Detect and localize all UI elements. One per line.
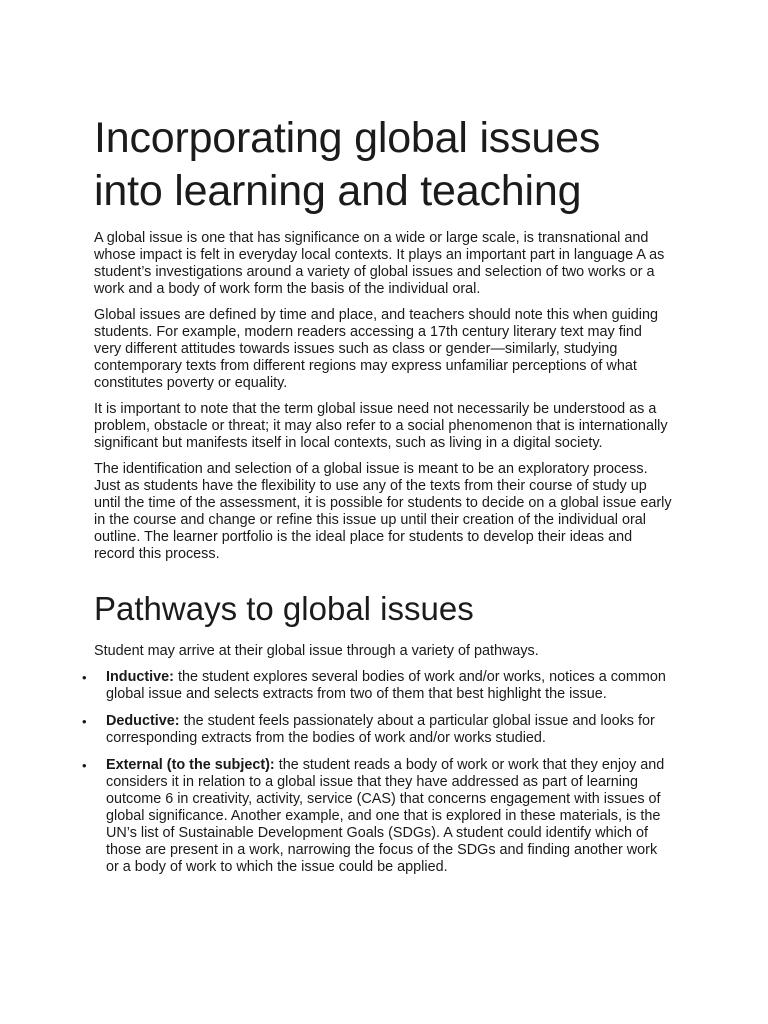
bullet-icon: •	[82, 714, 87, 729]
section-heading: Pathways to global issues	[94, 590, 474, 627]
pathways-list	[82, 669, 674, 876]
list-item-text: the student reads a body of work or work that they enjoy and considers it in relation to a global issue that they have addressed as part of learning outcome 6 in creativity, activity, service (CAS) that concerns engagement with issues of global significance. Another example, and one that is explored in these materials, is the UN’s list of Sustainable Development Goals (SDGs). A student could identify which of those are present in a work, narrowing the focus of the SDGs and finding another work or a body of work to which the issue could be applied.	[106, 757, 665, 875]
document-page	[82, 112, 674, 886]
page-title: Incorporating global issues into learning and teaching	[94, 114, 601, 215]
list-item-term: Inductive:	[106, 669, 174, 685]
list-item-text: the student feels passionately about a particular global issue and looks for corresponding extracts from the bodies of work and/or works studied.	[106, 713, 655, 746]
paragraph-exploratory-process: The identification and selection of a global issue is meant to be an exploratory process. Just as students have the flexibility to use any of the texts from their course of study up until the time of the assessment, it is possible for students to decide on a global issue early in the course and change or refine this issue up until their creation of the individual oral outline. The learner portfolio is the ideal place for students to develop their ideas and record this process.	[94, 461, 672, 562]
list-item-deductive	[82, 713, 672, 747]
list-item-inductive	[82, 669, 672, 703]
list-item-text: the student explores several bodies of work and/or works, notices a common global issue and selects extracts from two of them that best highlight the issue.	[106, 669, 666, 702]
bullet-icon: •	[82, 670, 87, 685]
list-item-term: Deductive:	[106, 713, 180, 729]
bullet-icon: •	[82, 758, 87, 773]
list-item-term: External (to the subject):	[106, 757, 275, 773]
paragraph-definition: A global issue is one that has significance on a wide or large scale, is transnational and whose impact is felt in everyday local contexts. It plays an important part in language A as student’s investigations around a variety of global issues and selection of two works or a work and a body of work form the basis of the individual oral.	[94, 230, 665, 297]
paragraph-not-a-problem: It is important to note that the term global issue need not necessarily be understood as a problem, obstacle or threat; it may also refer to a social phenomenon that is internationally significant but manifests itself in local contexts, such as living in a digital society.	[94, 401, 668, 451]
list-item-external	[82, 757, 672, 876]
section-intro: Student may arrive at their global issue through a variety of pathways.	[94, 643, 539, 659]
paragraph-time-and-place: Global issues are defined by time and place, and teachers should note this when guiding students. For example, modern readers accessing a 17th century literary text may find very different attitudes towards issues such as class or gender—similarly, studying contemporary texts from different regions may express unfamiliar perceptions of what constitutes poverty or equality.	[94, 307, 658, 391]
